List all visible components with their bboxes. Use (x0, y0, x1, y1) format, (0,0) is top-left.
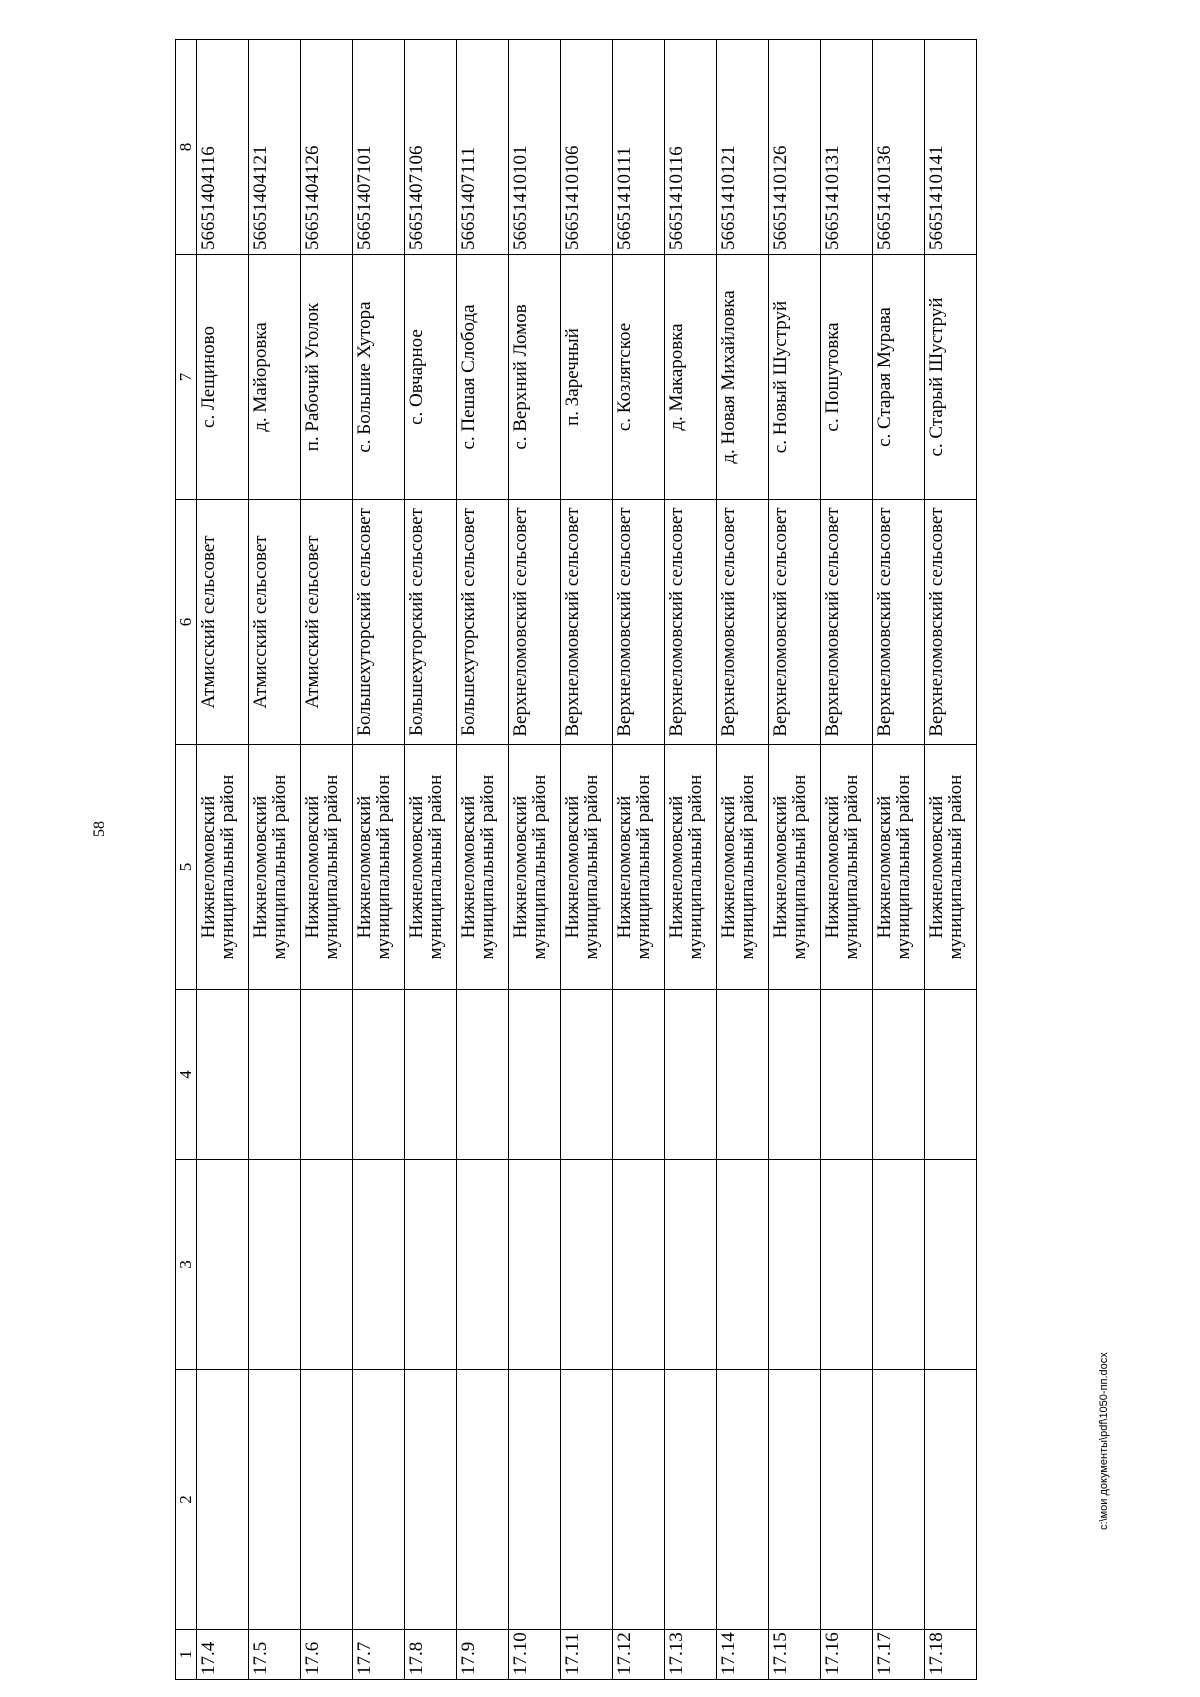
column-header: 4 (176, 990, 197, 1160)
cell-settlement: д. Майоровка (249, 255, 301, 500)
cell-number: 17.18 (925, 1630, 977, 1680)
cell-empty (197, 990, 249, 1160)
cell-empty (769, 990, 821, 1160)
cell-number: 17.14 (717, 1630, 769, 1680)
cell-empty (613, 1160, 665, 1370)
cell-empty (197, 1370, 249, 1630)
cell-settlement: с. Верхний Ломов (509, 255, 561, 500)
cell-empty (353, 1370, 405, 1630)
cell-council: Атмисский сельсовет (301, 500, 353, 745)
cell-number: 17.10 (509, 1630, 561, 1680)
cell-empty (457, 1370, 509, 1630)
column-header: 8 (176, 40, 197, 255)
cell-empty (405, 990, 457, 1160)
cell-empty (249, 1370, 301, 1630)
table-row (197, 40, 249, 1680)
cell-council: Атмисский сельсовет (249, 500, 301, 745)
cell-settlement: д. Макаровка (665, 255, 717, 500)
cell-district: Нижнеломовский муниципальный район (561, 745, 613, 990)
cell-empty (821, 1370, 873, 1630)
cell-settlement: с. Овчарное (405, 255, 457, 500)
table-header-row (176, 40, 197, 1680)
cell-empty (665, 990, 717, 1160)
cell-empty (509, 1160, 561, 1370)
cell-empty (717, 1370, 769, 1630)
cell-code: 56651407106 (405, 40, 457, 255)
cell-settlement: д. Новая Михайловка (717, 255, 769, 500)
cell-district: Нижнеломовский муниципальный район (509, 745, 561, 990)
table-row (509, 40, 561, 1680)
cell-code: 56651410106 (561, 40, 613, 255)
cell-empty (509, 1370, 561, 1630)
cell-empty (249, 1160, 301, 1370)
column-header: 6 (176, 500, 197, 745)
cell-empty (561, 1160, 613, 1370)
cell-code: 56651407111 (457, 40, 509, 255)
table-row (353, 40, 405, 1680)
table-row (769, 40, 821, 1680)
cell-empty (561, 990, 613, 1160)
cell-number: 17.9 (457, 1630, 509, 1680)
cell-code: 56651407101 (353, 40, 405, 255)
column-header: 1 (176, 1630, 197, 1680)
cell-district: Нижнеломовский муниципальный район (457, 745, 509, 990)
cell-empty (509, 990, 561, 1160)
cell-district: Нижнеломовский муниципальный район (249, 745, 301, 990)
cell-code: 56651404116 (197, 40, 249, 255)
table-row (561, 40, 613, 1680)
column-header: 2 (176, 1370, 197, 1630)
rotated-table-frame (175, 40, 1175, 1680)
cell-empty (301, 1370, 353, 1630)
cell-code: 56651410131 (821, 40, 873, 255)
cell-number: 17.15 (769, 1630, 821, 1680)
settlements-table (175, 39, 977, 1680)
cell-code: 56651410101 (509, 40, 561, 255)
cell-code: 56651404126 (301, 40, 353, 255)
cell-council: Верхнеломовский сельсовет (665, 500, 717, 745)
cell-council: Верхнеломовский сельсовет (613, 500, 665, 745)
cell-empty (873, 1370, 925, 1630)
table-row (405, 40, 457, 1680)
cell-settlement: с. Большие Хутора (353, 255, 405, 500)
cell-settlement: п. Рабочий Уголок (301, 255, 353, 500)
cell-district: Нижнеломовский муниципальный район (353, 745, 405, 990)
column-header: 5 (176, 745, 197, 990)
table-row (717, 40, 769, 1680)
cell-empty (665, 1160, 717, 1370)
cell-district: Нижнеломовский муниципальный район (301, 745, 353, 990)
cell-number: 17.11 (561, 1630, 613, 1680)
cell-settlement: с. Пешая Слобода (457, 255, 509, 500)
cell-empty (821, 1160, 873, 1370)
cell-settlement: с. Лещиново (197, 255, 249, 500)
cell-settlement: с. Старая Мурава (873, 255, 925, 500)
table-row (821, 40, 873, 1680)
cell-district: Нижнеломовский муниципальный район (821, 745, 873, 990)
cell-empty (665, 1370, 717, 1630)
cell-empty (405, 1370, 457, 1630)
cell-district: Нижнеломовский муниципальный район (925, 745, 977, 990)
cell-district: Нижнеломовский муниципальный район (405, 745, 457, 990)
cell-number: 17.8 (405, 1630, 457, 1680)
footer-file-path: c:\мои документы\pdf\1050-пп.docx (1098, 1352, 1110, 1530)
cell-empty (925, 990, 977, 1160)
cell-council: Большехуторский сельсовет (457, 500, 509, 745)
table-row (665, 40, 717, 1680)
cell-district: Нижнеломовский муниципальный район (665, 745, 717, 990)
cell-code: 56651410121 (717, 40, 769, 255)
cell-code: 56651410126 (769, 40, 821, 255)
cell-code: 56651410111 (613, 40, 665, 255)
page-number: 58 (91, 821, 108, 837)
cell-number: 17.16 (821, 1630, 873, 1680)
column-header: 7 (176, 255, 197, 500)
cell-district: Нижнеломовский муниципальный район (769, 745, 821, 990)
cell-code: 56651410141 (925, 40, 977, 255)
cell-number: 17.6 (301, 1630, 353, 1680)
cell-number: 17.17 (873, 1630, 925, 1680)
cell-settlement: п. Заречный (561, 255, 613, 500)
cell-council: Верхнеломовский сельсовет (561, 500, 613, 745)
cell-empty (613, 990, 665, 1160)
cell-empty (353, 990, 405, 1160)
table-row (301, 40, 353, 1680)
column-header: 3 (176, 1160, 197, 1370)
cell-district: Нижнеломовский муниципальный район (873, 745, 925, 990)
cell-empty (717, 1160, 769, 1370)
cell-empty (457, 990, 509, 1160)
table-row (613, 40, 665, 1680)
cell-number: 17.13 (665, 1630, 717, 1680)
cell-council: Большехуторский сельсовет (353, 500, 405, 745)
cell-council: Верхнеломовский сельсовет (821, 500, 873, 745)
cell-number: 17.4 (197, 1630, 249, 1680)
cell-settlement: с. Новый Шуструй (769, 255, 821, 500)
cell-district: Нижнеломовский муниципальный район (613, 745, 665, 990)
cell-code: 56651410136 (873, 40, 925, 255)
cell-number: 17.7 (353, 1630, 405, 1680)
cell-empty (197, 1160, 249, 1370)
cell-empty (925, 1160, 977, 1370)
table-row (925, 40, 977, 1680)
cell-district: Нижнеломовский муниципальный район (717, 745, 769, 990)
cell-empty (717, 990, 769, 1160)
cell-district: Нижнеломовский муниципальный район (197, 745, 249, 990)
cell-empty (561, 1370, 613, 1630)
cell-empty (925, 1370, 977, 1630)
cell-settlement: с. Пошутовка (821, 255, 873, 500)
cell-empty (613, 1370, 665, 1630)
cell-empty (405, 1160, 457, 1370)
cell-code: 56651404121 (249, 40, 301, 255)
cell-empty (301, 1160, 353, 1370)
cell-empty (353, 1160, 405, 1370)
cell-empty (769, 1370, 821, 1630)
cell-council: Большехуторский сельсовет (405, 500, 457, 745)
cell-empty (873, 990, 925, 1160)
cell-council: Верхнеломовский сельсовет (769, 500, 821, 745)
cell-code: 56651410116 (665, 40, 717, 255)
cell-council: Верхнеломовский сельсовет (509, 500, 561, 745)
cell-settlement: с. Старый Шуструй (925, 255, 977, 500)
table-row (249, 40, 301, 1680)
cell-empty (249, 990, 301, 1160)
cell-number: 17.12 (613, 1630, 665, 1680)
cell-settlement: с. Козлятское (613, 255, 665, 500)
cell-empty (769, 1160, 821, 1370)
table-row (873, 40, 925, 1680)
table-container (175, 40, 1175, 1680)
cell-empty (301, 990, 353, 1160)
cell-empty (821, 990, 873, 1160)
cell-council: Верхнеломовский сельсовет (873, 500, 925, 745)
cell-empty (457, 1160, 509, 1370)
cell-council: Верхнеломовский сельсовет (717, 500, 769, 745)
cell-council: Верхнеломовский сельсовет (925, 500, 977, 745)
table-row (457, 40, 509, 1680)
cell-number: 17.5 (249, 1630, 301, 1680)
cell-council: Атмисский сельсовет (197, 500, 249, 745)
cell-empty (873, 1160, 925, 1370)
